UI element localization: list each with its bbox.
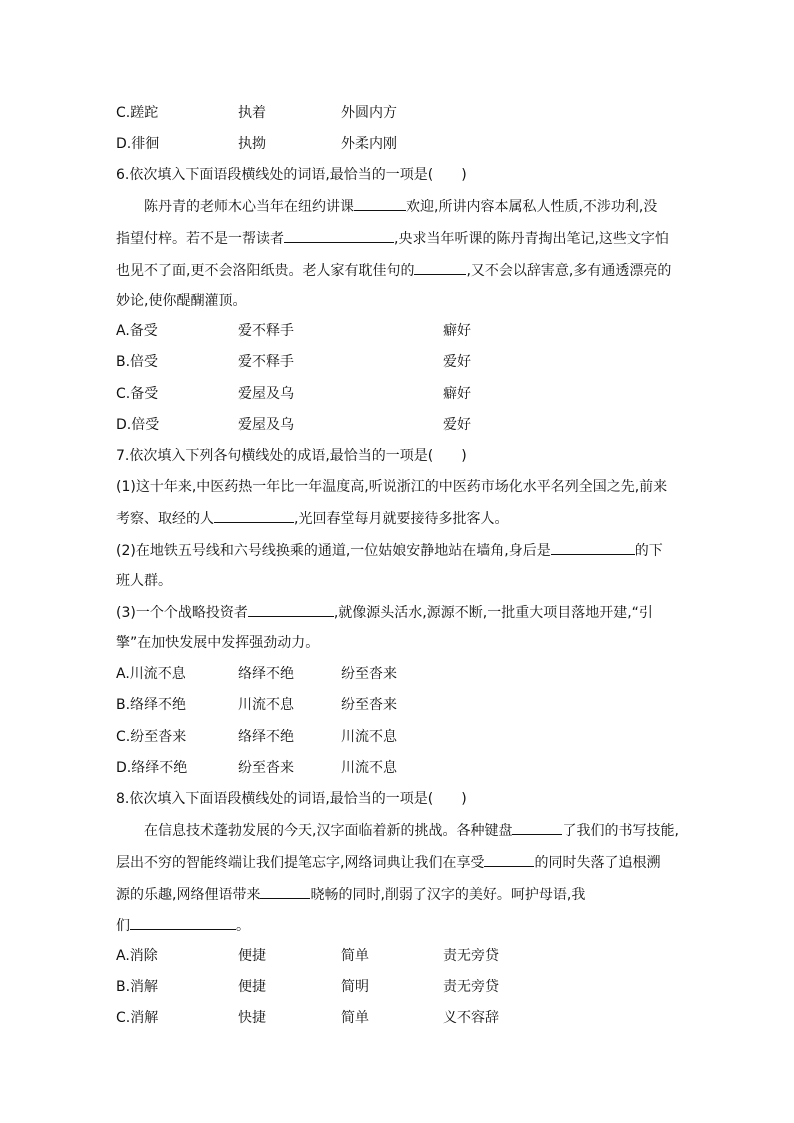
q7-option-label: C.纷至沓来 bbox=[116, 729, 187, 745]
q7-option-word3: 纷至沓来 bbox=[341, 666, 397, 682]
q5-option-d-word3: 外柔内刚 bbox=[341, 136, 397, 152]
q8-text: 层出不穷的智能终端让我们提笔忘字,网络词典让我们在享受 bbox=[116, 855, 485, 871]
q8-blank-4 bbox=[130, 915, 236, 930]
q6-option-word2: 爱屋及乌 bbox=[238, 417, 294, 433]
q6-text: 陈丹青的老师木心当年在纽约讲课 bbox=[144, 199, 354, 215]
q7-option-word2: 络绎不绝 bbox=[238, 666, 294, 682]
q7-text: (3)一个个战略投资者 bbox=[116, 605, 248, 621]
q6-passage-line-1 bbox=[144, 196, 704, 217]
q8-passage-line-2 bbox=[116, 852, 676, 873]
q8-option-word3: 简单 bbox=[341, 948, 369, 964]
q6-blank-1 bbox=[354, 196, 406, 211]
q6-option-label: D.倍受 bbox=[116, 417, 160, 433]
q8-blank-1 bbox=[512, 820, 562, 835]
q8-option-word2: 便捷 bbox=[238, 948, 266, 964]
q6-text: 也见不了面,更不会洛阳纸贵。老人家有耽佳句的 bbox=[116, 263, 415, 279]
q6-option-label: B.倍受 bbox=[116, 354, 159, 370]
q5-option-c-word3: 外圆内方 bbox=[341, 105, 397, 121]
q6-option-word3: 爱好 bbox=[443, 417, 471, 433]
q6-option-word2: 爱屋及乌 bbox=[238, 386, 294, 402]
q6-option-word3: 癖好 bbox=[443, 323, 471, 339]
q7-sentence-1-cont bbox=[116, 508, 508, 529]
q8-option-label: A.消除 bbox=[116, 948, 158, 964]
q6-option-word2: 爱不释手 bbox=[238, 354, 294, 370]
q6-text: 指望付梓。若不是一帮读者 bbox=[116, 231, 284, 247]
q6-passage-line-4 bbox=[116, 291, 676, 311]
q7-option-word2: 纷至沓来 bbox=[238, 760, 294, 776]
q6-text: 欢迎,所讲内容本属私人性质,不涉功利,没 bbox=[406, 199, 658, 215]
q8-blank-3 bbox=[260, 884, 310, 899]
q7-option-word3: 川流不息 bbox=[341, 760, 397, 776]
q8-blank-2 bbox=[484, 852, 534, 867]
q7-text: ,就像源头活水,源源不断,一批重大项目落地开建,“引 bbox=[333, 605, 653, 621]
q8-stem: 8.依次填入下面语段横线处的词语,最恰当的一项是( ) bbox=[116, 791, 467, 807]
q6-option-label: A.备受 bbox=[116, 323, 158, 339]
q5-option-c-label: C.蹉跎 bbox=[116, 105, 159, 121]
q8-option-word3: 简明 bbox=[341, 979, 369, 995]
q8-text: 。 bbox=[236, 918, 250, 934]
q8-text: 的同时失落了追根溯 bbox=[534, 855, 661, 871]
q8-option-word4: 责无旁贷 bbox=[443, 979, 499, 995]
q6-blank-2 bbox=[284, 228, 394, 243]
q7-sentence-2 bbox=[116, 540, 663, 561]
q7-blank-3 bbox=[248, 602, 334, 617]
q8-option-word2: 便捷 bbox=[238, 979, 266, 995]
q6-text: ,央求当年听课的陈丹青掏出笔记,这些文字怕 bbox=[394, 231, 669, 247]
q8-option-label: B.消解 bbox=[116, 979, 159, 995]
q8-option-word3: 简单 bbox=[341, 1010, 369, 1026]
q7-option-label: A.川流不息 bbox=[116, 666, 186, 682]
q7-stem: 7.依次填入下列各句横线处的成语,最恰当的一项是( ) bbox=[116, 448, 467, 464]
q5-option-d-label: D.徘徊 bbox=[116, 136, 160, 152]
q6-option-word2: 爱不释手 bbox=[238, 323, 294, 339]
q8-text: 晓畅的同时,削弱了汉字的美好。呵护母语,我 bbox=[310, 887, 586, 903]
q6-option-label: C.备受 bbox=[116, 386, 159, 402]
q8-text: 在信息技术蓬勃发展的今天,汉字面临着新的挑战。各种键盘 bbox=[144, 823, 513, 839]
q7-text: (2)在地铁五号线和六号线换乘的通道,一位姑娘安静地站在墙角,身后是 bbox=[116, 543, 551, 559]
q7-option-label: D.络绎不绝 bbox=[116, 760, 188, 776]
q7-option-word2: 川流不息 bbox=[238, 697, 294, 713]
q7-option-label: B.络绎不绝 bbox=[116, 697, 187, 713]
q6-stem: 6.依次填入下面语段横线处的词语,最恰当的一项是( ) bbox=[116, 167, 467, 183]
q7-sentence-1: (1)这十年来,中医药热一年比一年温度高,听说浙江的中医药市场化水平名列全国之先,前来 bbox=[116, 479, 668, 495]
q8-text: 源的乐趣,网络俚语带来 bbox=[116, 887, 261, 903]
q7-sentence-2-cont: 班人群。 bbox=[116, 573, 172, 589]
q8-option-label: C.消解 bbox=[116, 1010, 159, 1026]
q6-passage-line-2 bbox=[116, 228, 676, 249]
q8-text: 了我们的书写技能, bbox=[562, 823, 679, 839]
q6-text: 妙论,使你醍醐灌顶。 bbox=[116, 293, 247, 309]
q6-passage-line-3 bbox=[116, 260, 676, 281]
q7-text: 的下 bbox=[634, 543, 663, 559]
q8-option-word2: 快捷 bbox=[238, 1010, 266, 1026]
q7-option-word3: 纷至沓来 bbox=[341, 697, 397, 713]
q7-text: ,光回春堂每月就要接待多批客人。 bbox=[294, 511, 509, 527]
q6-blank-3 bbox=[414, 260, 466, 275]
q7-option-word3: 川流不息 bbox=[341, 729, 397, 745]
q8-text: 们 bbox=[116, 918, 130, 934]
q7-text: 考察、取经的人 bbox=[116, 511, 214, 527]
q5-option-c-word2: 执着 bbox=[238, 105, 266, 121]
q6-option-word3: 爱好 bbox=[443, 354, 471, 370]
q7-blank-2 bbox=[551, 540, 635, 555]
q6-text: ,又不会以辞害意,多有通透漂亮的 bbox=[466, 263, 672, 279]
q6-option-word3: 癖好 bbox=[443, 386, 471, 402]
q8-option-word4: 责无旁贷 bbox=[443, 948, 499, 964]
q8-passage-line-3 bbox=[116, 884, 676, 905]
q7-blank-1 bbox=[214, 508, 294, 523]
q8-passage-line-1 bbox=[144, 820, 704, 841]
q7-sentence-3-cont: 擎”在加快发展中发挥强劲动力。 bbox=[116, 635, 320, 651]
q7-sentence-3 bbox=[116, 602, 653, 623]
q7-option-word2: 络绎不绝 bbox=[238, 729, 294, 745]
q8-option-word4: 义不容辞 bbox=[443, 1010, 499, 1026]
q8-passage-line-4 bbox=[116, 915, 676, 936]
q5-option-d-word2: 执拗 bbox=[238, 136, 266, 152]
